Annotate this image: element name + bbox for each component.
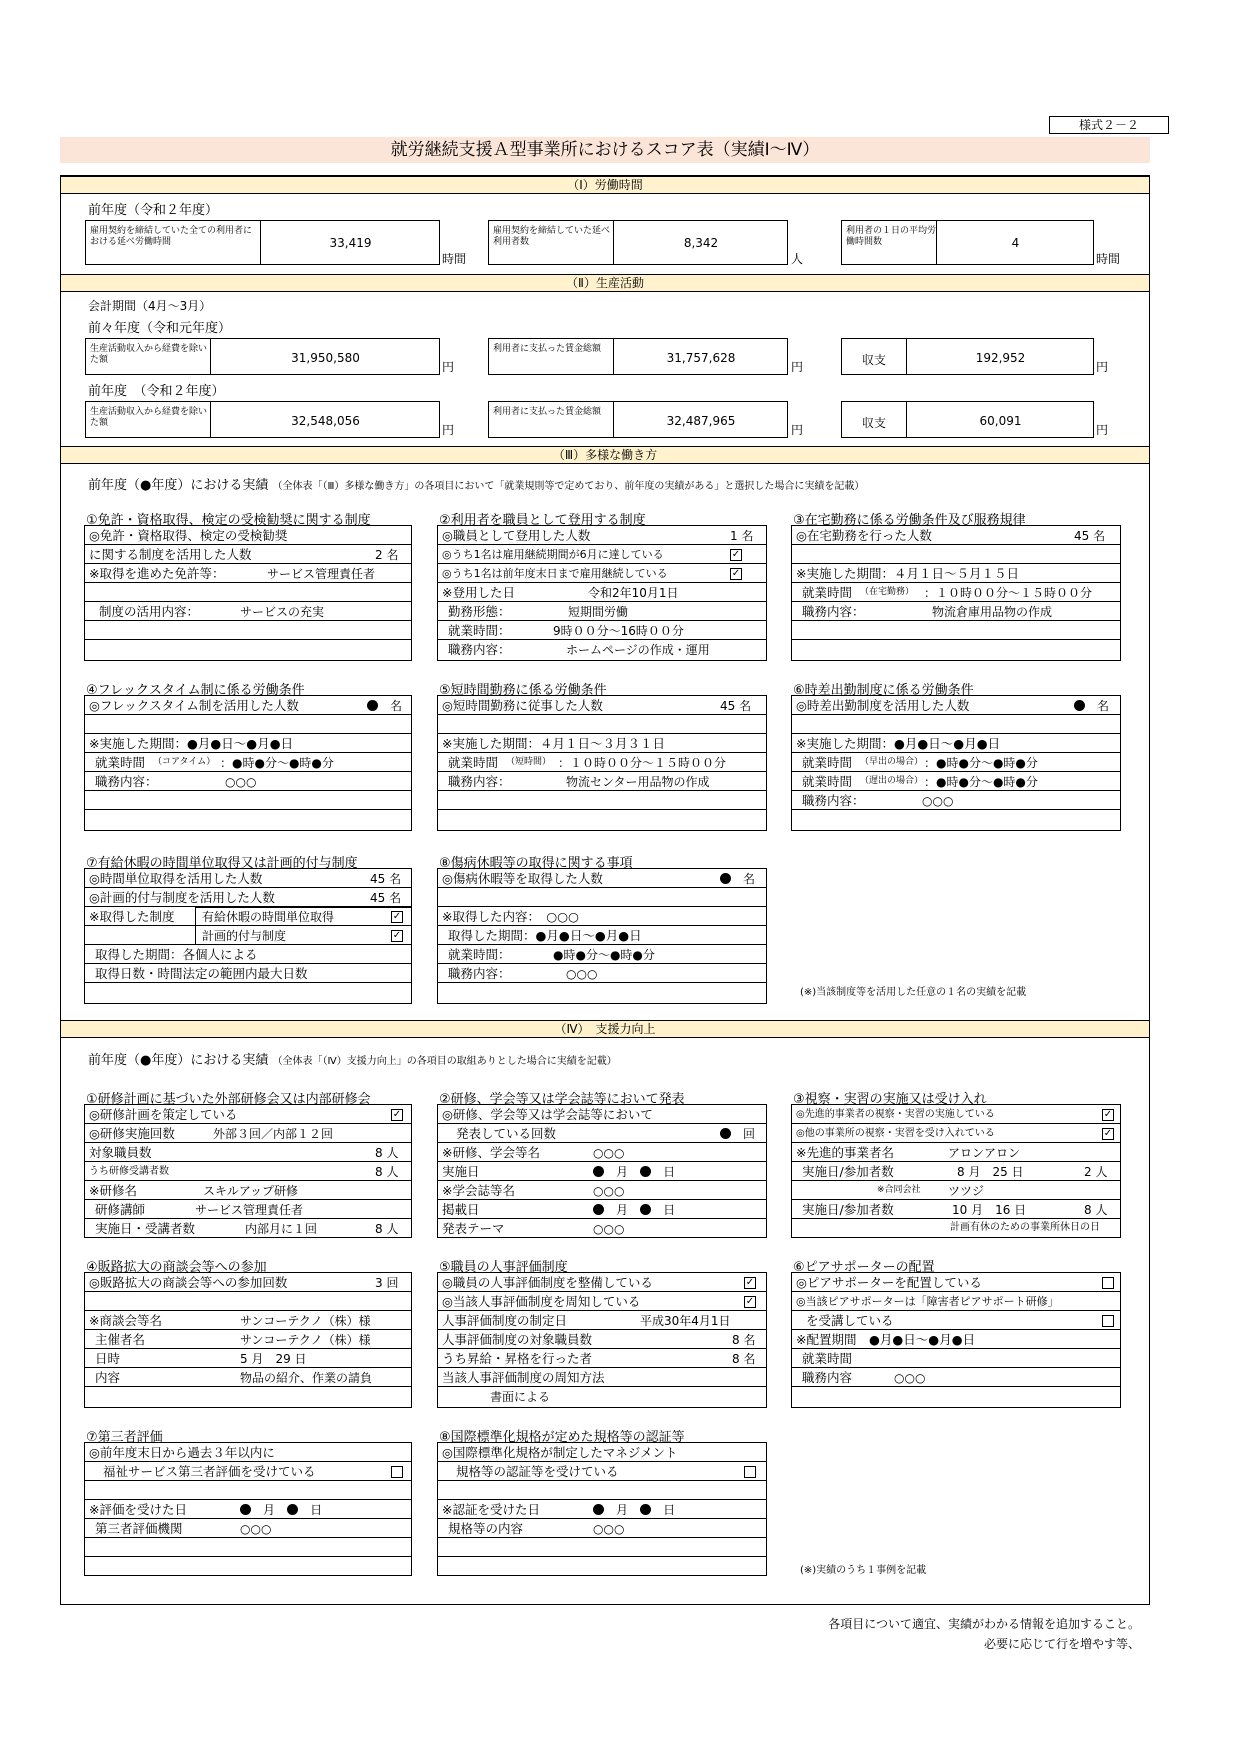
avg-hours-label: 利用者の１日の平均労働時間数 <box>846 226 937 247</box>
c3-box: ◎先進的事業者の視察・実習の実施している ◎他の事業所の視察・実習を受け入れている ※先進的事業者名 実施日/参加者数 実施日/参加者数 ✓ ✓ アロンアロン 8 月 25 日 2 人 ※合同会社 ツツジ 10 月 16 日 8 人 計画有休のための事業所休日の日 <box>791 1104 1121 1238</box>
year-before-last-label: 前々年度（令和元年度） <box>88 321 232 336</box>
c1-check[interactable]: ✓ <box>392 1109 402 1120</box>
avg-hours-field <box>841 220 1094 265</box>
section-1-header: （Ⅰ）労働時間 <box>61 176 1149 194</box>
c7-check[interactable] <box>391 1466 403 1478</box>
balance-2: 収支 60,091 <box>841 401 1094 438</box>
c8-check[interactable] <box>744 1466 756 1478</box>
labor-hours-value: 33,419 <box>329 236 372 250</box>
c3-check-1[interactable]: ✓ <box>1103 1109 1113 1120</box>
b3-title: ③在宅勤務に係る労働条件及び服務規律 <box>793 513 1026 528</box>
c5-box: ◎職員の人事評価制度を整備している ◎当該人事評価制度を周知している 人事評価制度の制定日 人事評価制度の対象職員数 うち昇給・昇格を行った者 当該人事評価制度の周知方法 ✓ ✓ 平成30年4月1日 8 名 8 名 書面による <box>437 1272 767 1408</box>
labor-hours-label: 雇用契約を締結していた全ての利用者における延べ労働時間 <box>90 226 253 247</box>
labor-hours-field <box>85 220 440 265</box>
c8-title: ⑧国際標準化規格が定めた規格等の認証等 <box>439 1430 685 1445</box>
footer-line-2: 必要に応じて行を増やす等、 <box>983 1637 1140 1651</box>
c2-title: ②研修、学会等又は学会誌等において発表 <box>439 1092 685 1107</box>
b2-check-2[interactable]: ✓ <box>731 568 741 579</box>
b5-box: ◎短時間勤務に従事した人数 ※実施した期間：４月１日～３月３１日 就業時間 職務内容： 45 名 （短時間） ：１０時００分～１５時００分 物流センター用品物の作成 <box>437 695 767 831</box>
c5-check-2[interactable]: ✓ <box>745 1296 755 1307</box>
c5-title: ⑤職員の人事評価制度 <box>439 1260 568 1275</box>
c3-check-2[interactable]: ✓ <box>1103 1128 1113 1139</box>
b8-title: ⑧傷病休暇等の取得に関する事項 <box>439 856 633 871</box>
b7-check-1[interactable]: ✓ <box>392 911 402 922</box>
section-2-header: （Ⅱ）生産活動 <box>61 274 1149 292</box>
avg-hours-value: 4 <box>1011 236 1020 250</box>
avg-hours-unit: 時間 <box>1096 252 1121 266</box>
c6-title: ⑥ピアサポーターの配置 <box>793 1260 935 1275</box>
labor-hours-unit: 時間 <box>442 252 467 266</box>
c2-box: ◎研修、学会等又は学会誌等において 発表している回数 ※研修、学会等名 実施日 ※学会誌等名 掲載日 発表テーマ 回 ○○○ 月 日 ○○○ 月 日 ○○○ <box>437 1104 767 1238</box>
c7-title: ⑦第三者評価 <box>86 1430 163 1445</box>
accounting-period: 会計期間（4月～3月） <box>88 299 212 313</box>
section-4-header: （Ⅳ） 支援力向上 <box>61 1020 1149 1038</box>
production-income-2: 生産活動収入から経費を除いた額 32,548,056 <box>85 401 440 438</box>
users-count-field <box>488 220 788 265</box>
form-number: 様式２－２ <box>1049 116 1169 134</box>
c4-title: ④販路拡大の商談会等への参加 <box>86 1260 267 1275</box>
c7-box: ◎前年度末日から過去３年以内に 福祉サービス第三者評価を受けている ※評価を受けた日 第三者評価機関 月 日 ○○○ <box>84 1442 412 1576</box>
b4-box: ◎フレックスタイム制を活用した人数 ※実施した期間：●月●日～●月●日 就業時間 職務内容： 名 （コアタイム） ：●時●分～●時●分 ○○○ <box>84 695 412 831</box>
balance-1: 収支 192,952 <box>841 338 1094 375</box>
b7-check-2[interactable]: ✓ <box>392 930 402 941</box>
section-4-intro: 前年度（●年度）における実績 （全体表「（Ⅳ）支援力向上」の各項目の取組ありとした場合に実績を記載） <box>88 1053 617 1068</box>
section-4-note: (※)実績のうち１事例を記載 <box>800 1565 927 1576</box>
section-1-year: 前年度（令和２年度） <box>88 203 219 218</box>
production-income-1: 生産活動収入から経費を除いた額 31,950,580 <box>85 338 440 375</box>
b2-box: ◎職員として登用した人数 ◎うち1名は雇用継続期間が6月に達している ◎うち1名は前年度末日まで雇用継続している ※登用した日 勤務形態： 就業時間： 職務内容： 1 名 ✓ ✓ 令和2年10月1日 短期間労働 9時００分～16時００分 ホームページの作成・運用 <box>437 525 767 661</box>
c3-title: ③視察・実習の実施又は受け入れ <box>793 1092 987 1107</box>
b6-title: ⑥時差出勤制度に係る労働条件 <box>793 683 974 698</box>
b4-title: ④フレックスタイム制に係る労働条件 <box>86 683 305 698</box>
b5-title: ⑤短時間勤務に係る労働条件 <box>439 683 607 698</box>
users-count-value: 8,342 <box>683 236 719 250</box>
b2-check-1[interactable]: ✓ <box>731 549 741 560</box>
c1-title: ①研修計画に基づいた外部研修会又は内部研修会 <box>86 1092 371 1107</box>
b1-box: ◎免許・資格取得、検定の受検勧奨 に関する制度を活用した人数 ※取得を進めた免許等： 制度の活用内容： 2 名 サービス管理責任者 サービスの充実 <box>84 525 412 661</box>
b1-title: ①免許・資格取得、検定の受検勧奨に関する制度 <box>86 513 371 528</box>
last-year-label: 前年度 （令和２年度） <box>88 384 225 399</box>
b7-title: ⑦有給休暇の時間単位取得又は計画的付与制度 <box>86 856 358 871</box>
page-title: 就労継続支援Ａ型事業所におけるスコア表（実績Ⅰ～Ⅳ） <box>60 137 1150 163</box>
users-count-unit: 人 <box>791 252 804 266</box>
c6-check-2[interactable] <box>1102 1315 1114 1327</box>
c4-box: ◎販路拡大の商談会等への参加回数 ※商談会等名 主催者名 日時 内容 3 回 サンコーテクノ（株）様 サンコーテクノ（株）様 5 月 29 日 物品の紹介、作業の請負 <box>84 1272 412 1408</box>
b6-box: ◎時差出勤制度を活用した人数 ※実施した期間：●月●日～●月●日 就業時間 就業時間 職務内容： 名 （早出の場合） ：●時●分～●時●分 （遅出の場合） ：●時●分～●時●分 ○○○ <box>791 695 1121 831</box>
b7-box: ◎時間単位取得を活用した人数 ◎計画的付与制度を活用した人数 ※取得した制度 取得した期間：各個人による 取得日数・時間法定の範囲内最大日数 45 名 45 名 有給休暇の時間単位取得 計画的付与制度 ✓ ✓ <box>84 868 412 1004</box>
c1-box: ◎研修計画を策定している ◎研修実施回数 対象職員数 うち研修受講者数 ※研修名 研修講師 実施日・受講者数 ✓ 外部３回／内部１２回 8 人 8 人 スキルアップ研修 サービス管理責任者 内部月に１回 8 人 <box>84 1104 412 1238</box>
section-3-note: (※)当該制度等を活用した任意の１名の実績を記載 <box>800 987 1027 998</box>
b8-box: ◎傷病休暇等を取得した人数 ※取得した内容： ○○○ 取得した期間：●月●日～●月●日 就業時間： 職務内容： 名 ●時●分～●時●分 ○○○ <box>437 868 767 1004</box>
users-count-label: 雇用契約を締結していた延べ利用者数 <box>493 226 611 247</box>
wages-paid-2: 利用者に支払った賃金総額 32,487,965 <box>488 401 788 438</box>
wages-paid-1: 利用者に支払った賃金総額 31,757,628 <box>488 338 788 375</box>
c6-check-1[interactable] <box>1102 1277 1114 1289</box>
section-3-intro: 前年度（●年度）における実績 （全体表「（Ⅲ）多様な働き方」の各項目において「就業規則等で定めており、前年度の実績がある」と選択した場合に実績を記載） <box>88 478 865 493</box>
b2-title: ②利用者を職員として登用する制度 <box>439 513 646 528</box>
c5-check-1[interactable]: ✓ <box>745 1277 755 1288</box>
section-3-header: （Ⅲ）多様な働き方 <box>61 446 1149 464</box>
footer-line-1: 各項目について適宜、実績がわかる情報を追加すること。 <box>828 1617 1140 1631</box>
c6-box: ◎ピアサポーターを配置している ◎当該ピアサポーターは「障害者ピアサポート研修」 を受講している ※配置期間 ●月●日～●月●日 就業時間 職務内容 ○○○ <box>791 1272 1121 1408</box>
b3-box: ◎在宅勤務を行った人数 ※実施した期間：４月１日～５月１５日 就業時間 職務内容： 45 名 （在宅勤務） ：１０時００分～１５時００分 物流倉庫用品物の作成 <box>791 525 1121 661</box>
c8-box: ◎国際標準化規格が制定したマネジメント 規格等の認証等を受けている ※認証を受けた日 規格等の内容 月 日 ○○○ <box>437 1442 767 1576</box>
